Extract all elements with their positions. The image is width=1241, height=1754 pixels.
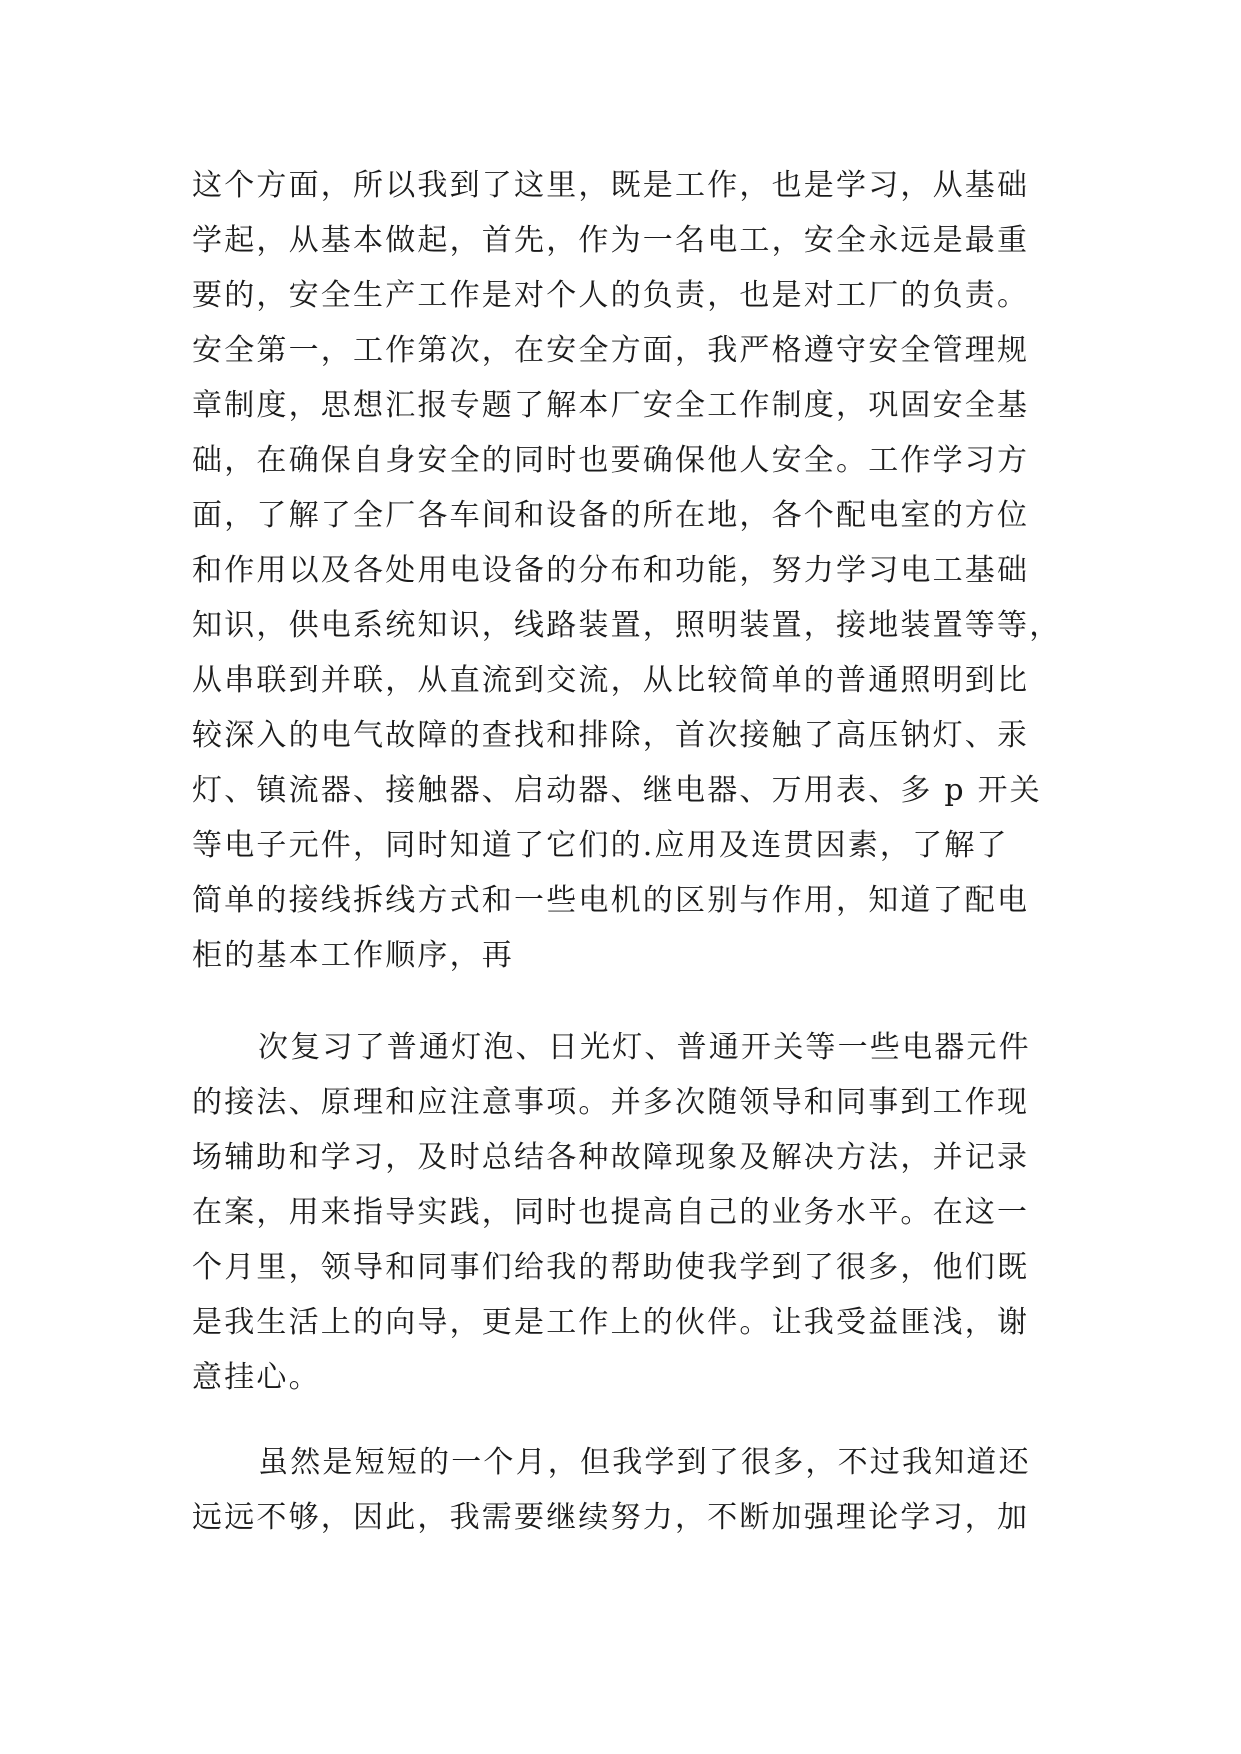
text-line: 较深入的电气故障的查找和排除，首次接触了高压钠灯、汞 xyxy=(192,718,1030,753)
text-line: 柜的基本工作顺序，再 xyxy=(192,938,514,973)
text-line: 知识，供电系统知识，线路装置，照明装置，接地装置等等， xyxy=(192,608,1062,643)
text-line: 这个方面，所以我到了这里，既是工作，也是学习，从基础 xyxy=(192,168,1030,203)
text-line: 学起，从基本做起，首先，作为一名电工，安全永远是最重 xyxy=(192,223,1030,258)
paragraph-2 xyxy=(192,1020,1072,1405)
text-line: 安全第一，工作第次，在安全方面，我严格遵守安全管理规 xyxy=(192,333,1030,368)
text-line: 章制度，思想汇报专题了解本厂安全工作制度，巩固安全基 xyxy=(192,388,1030,423)
text-line: 意挂心。 xyxy=(192,1360,321,1395)
text-line: 个月里，领导和同事们给我的帮助使我学到了很多，他们既 xyxy=(192,1250,1030,1285)
text-line: 的接法、原理和应注意事项。并多次随领导和同事到工作现 xyxy=(192,1085,1030,1120)
text-line: 次复习了普通灯泡、日光灯、普通开关等一些电器元件 xyxy=(258,1030,1031,1065)
text-line: 面，了解了全厂各车间和设备的所在地，各个配电室的方位 xyxy=(192,498,1030,533)
text-line: 等电子元件，同时知道了它们的.应用及连贯因素，了解了 xyxy=(192,828,1009,863)
text-line: 虽然是短短的一个月，但我学到了很多，不过我知道还 xyxy=(258,1445,1031,1480)
text-line: 从串联到并联，从直流到交流，从比较简单的普通照明到比 xyxy=(192,663,1030,698)
paragraph-1 xyxy=(192,158,1072,983)
text-line: 和作用以及各处用电设备的分布和功能，努力学习电工基础 xyxy=(192,553,1030,588)
text-line: 灯、镇流器、接触器、启动器、继电器、万用表、多 p 开关 xyxy=(192,773,1042,808)
text-line: 在案，用来指导实践，同时也提高自己的业务水平。在这一 xyxy=(192,1195,1030,1230)
text-line: 场辅助和学习，及时总结各种故障现象及解决方法，并记录 xyxy=(192,1140,1030,1175)
text-line: 础，在确保自身安全的同时也要确保他人安全。工作学习方 xyxy=(192,443,1030,478)
text-line: 要的，安全生产工作是对个人的负责，也是对工厂的负责。 xyxy=(192,278,1030,313)
text-line: 远远不够，因此，我需要继续努力，不断加强理论学习，加 xyxy=(192,1500,1030,1535)
paragraph-3 xyxy=(192,1435,1072,1545)
text-line: 简单的接线拆线方式和一些电机的区别与作用，知道了配电 xyxy=(192,883,1030,918)
text-line: 是我生活上的向导，更是工作上的伙伴。让我受益匪浅，谢 xyxy=(192,1305,1030,1340)
